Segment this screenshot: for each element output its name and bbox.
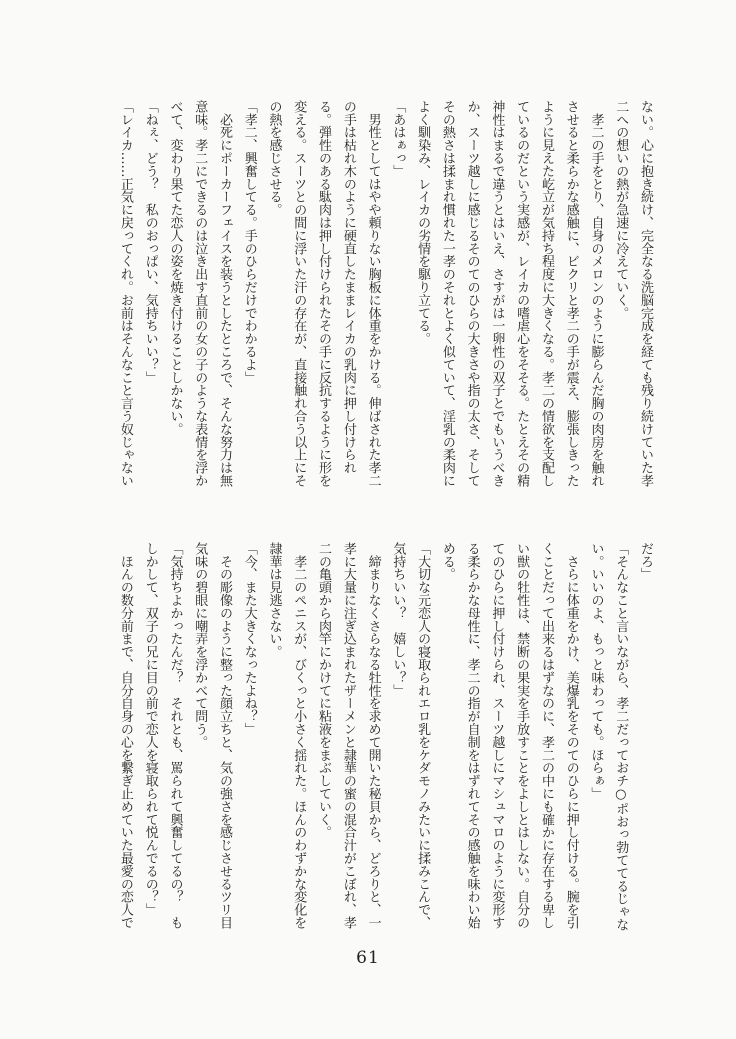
page-number: 61	[356, 948, 380, 968]
text-line: 変える。スーツとの間に浮いた汗の存在が、直接触れ合う以上にそ	[291, 100, 307, 488]
text-line: よく馴染み、レイカの劣情を駆り立てる。	[415, 100, 431, 346]
text-line: 「そんなこと言いながら、孝二だっておチ○ポおっ勃ててるじゃな	[613, 542, 629, 932]
text-line: か、スーツ越しに感じるそのてのひらの大きさや指の太さ、そして	[464, 100, 480, 488]
text-line: 「孝二、興奮してる。手のひらだけでわかるよ」	[241, 100, 257, 384]
text-line: い獣の牡性は、禁断の果実を手放すことをよしとはしない。自分の	[514, 542, 530, 930]
text-line: 「レイカ……正気に戻ってくれ。お前はそんなこと言う奴じゃない	[117, 100, 133, 488]
text-line: 二の亀頭から肉竿にかけてに粘液をまぶしていく。	[316, 542, 332, 839]
text-line: てのひらに押し付けられ、スーツ越しにマシュマロのように変形す	[489, 542, 505, 930]
text-line: 二への想いの熱が急速に冷えていく。	[613, 100, 629, 320]
text-line: べて、変わり果てた恋人の姿を焼き付けることしかない。	[167, 100, 183, 436]
text-line: ほんの数分前まで、自分自身の心を繋ぎ止めていた最愛の恋人で	[117, 542, 133, 930]
text-line: 「今、また大きくなったよね？」	[241, 542, 257, 736]
text-line: 隷華は見逃さない。	[266, 542, 282, 659]
text-line: だろ」	[638, 542, 653, 581]
text-line: 締まりなくさらなる牡性を求めて開いた秘貝から、どろりと、一	[365, 542, 381, 930]
text-line: い。いいのよ、もっと味わっても。ほらぁ」	[588, 542, 604, 801]
text-block-bottom	[112, 542, 657, 934]
text-line: 「あはぁっ」	[390, 100, 406, 178]
text-line: 気味の碧眼に嘲弄を浮かべて問う。	[192, 542, 208, 749]
text-line: の熱を感じさせる。	[266, 100, 282, 217]
text-line: 意味。孝二にできるのは泣き出す直前の女の子のような表情を浮か	[192, 100, 208, 488]
text-line: さらに体重をかけ、美爆乳をそのてのひらに押し付ける。腕を引	[563, 542, 579, 930]
text-line: 孝に大量に注ぎ込まれたザーメンと隷華の蜜の混合汁がこぼれ、孝	[340, 542, 356, 930]
text-block-top	[112, 100, 657, 492]
text-line: その彫像のように整った顔立ちと、気の強さを感じさせるツリ目	[216, 542, 232, 930]
text-line: る。弾性のある駄肉は押し付けられたその手に反抗するように形を	[316, 100, 332, 488]
text-line: 気持ちいい？ 嬉しい？」	[390, 542, 406, 697]
text-line: ように見えた屹立が気持ち程度に大きくなる。孝二の情欲を支配し	[538, 100, 554, 488]
text-line: その熱さは揉まれ慣れた一孝のそれとよく似ていて、淫乳の柔肉に	[439, 100, 455, 488]
text-line: ない。心に抱き続け、完全なる洗脳完成を経ても残り続けていた孝	[638, 100, 653, 488]
text-line: 男性としてはやや頼りない胸板に体重をかける。伸ばされた孝二	[365, 100, 381, 488]
text-line: 孝二の手をとり、自身のメロンのように膨らんだ胸の肉房を触れ	[588, 100, 604, 488]
text-line: 必死にポーカーフェイスを装うとしたところで、そんな努力は無	[216, 100, 232, 488]
text-line: の手は枯れ木のように硬直したままレイカの乳肉に押し付けられ	[340, 100, 356, 475]
text-line: 神性はまるで違うとはいえ、さすがは一卵性の双子とでもいうべき	[489, 100, 505, 488]
text-line: くことだって出来るはずなのに、孝二の中にも確かに存在する卑し	[538, 542, 554, 930]
text-line: 「大切な元恋人の寝取られエロ乳をケダモノみたいに揉みこんで、	[415, 542, 431, 930]
text-line: める。	[439, 542, 455, 581]
text-line: させると柔らかな感触に、ビクリと孝二の手が震え、膨張しきった	[563, 100, 579, 488]
text-line: 「気持ちよかったんだ？ それとも、罵られて興奮してるの？ も	[167, 542, 183, 930]
text-line: る柔らかな母性に、孝二の指が自制をはずれてその感触を味わい始	[464, 542, 480, 930]
text-line: しかして、双子の兄に目の前で恋人を寝取られて悦んでるの？」	[142, 542, 158, 917]
text-line: 「ねぇ、どう？ 私のおっぱい、気持ちいい？」	[142, 100, 158, 384]
text-line: 孝二のペニスが、びくっと小さく揺れた。ほんのわずかな変化を	[291, 542, 307, 930]
text-line: ているのだという実感が、レイカの嗜虐心をそそる。たとえその精	[514, 100, 530, 488]
